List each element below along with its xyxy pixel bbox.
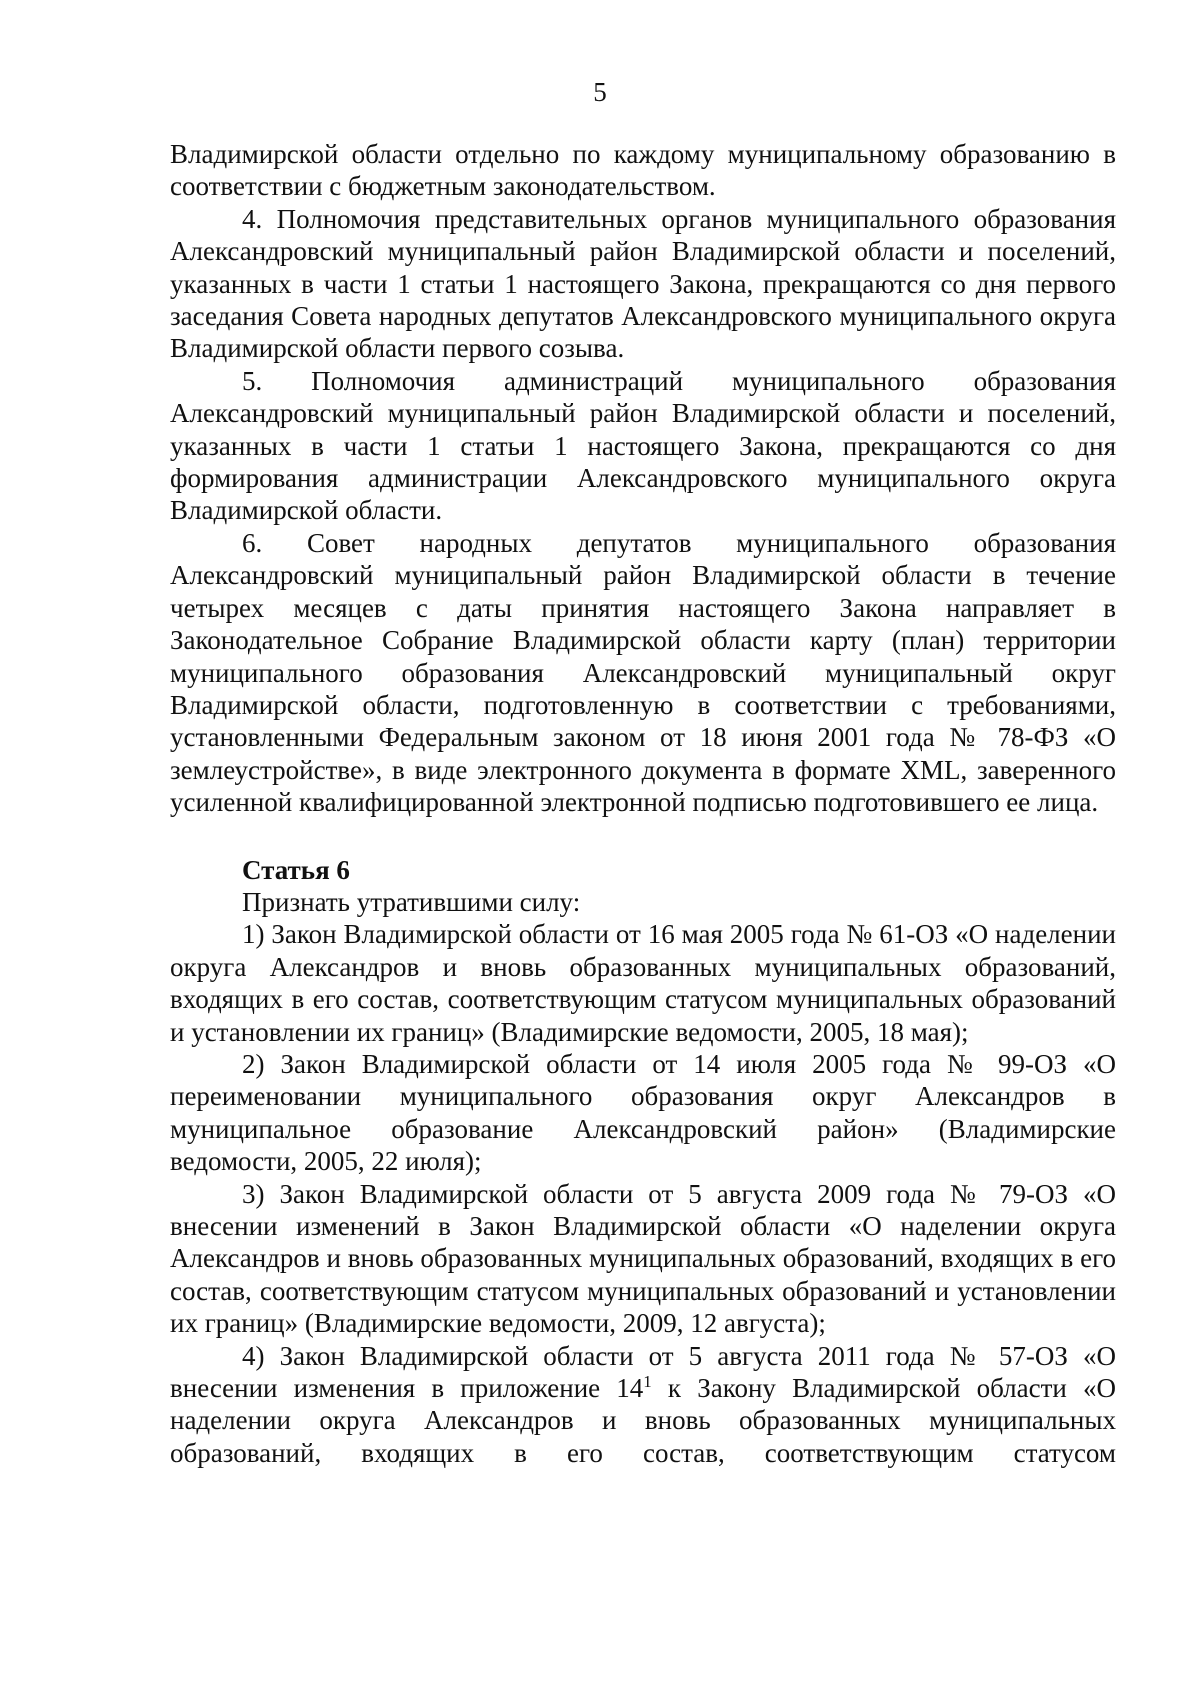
article-6-heading: Статья 6	[242, 854, 350, 885]
paragraph-5: 5. Полномочия администраций муниципального образования Александровский муниципальный район Владимирской области и поселений, указанных в части 1 статьи 1 настоящего Закона, прекращаются со дня формирования администрации Александровского муниципального округа Владимирской области.	[170, 365, 1116, 526]
article-6-item-4	[170, 1340, 1116, 1470]
article-6-item-3: 3) Закон Владимирской области от 5 августа 2009 года № 79-ОЗ «О внесении изменений в Закон Владимирской области «О наделении округа Александров и вновь образованных муниципальных образований, входящих в его состав, соответствующим статусом муниципальных образований и установлении их границ» (Владимирские ведомости, 2009, 12 августа);	[170, 1178, 1116, 1339]
page-number: 5	[593, 77, 607, 107]
article-6-item-2: 2) Закон Владимирской области от 14 июля 2005 года № 99-ОЗ «О переименовании муниципального образования округ Александров в муниципальное образование Александровский район» (Владимирские ведомости, 2005, 22 июля);	[170, 1048, 1116, 1177]
article-6-item-1: 1) Закон Владимирской области от 16 мая 2005 года № 61-ОЗ «О наделении округа Александров и вновь образованных муниципальных образований, входящих в его состав, соответствующим статусом муниципальных образований и установлении их границ» (Владимирские ведомости, 2005, 18 мая);	[170, 919, 1116, 1047]
paragraph-continuation: Владимирской области отдельно по каждому муниципальному образованию в соответствии с бюджетным законодательством.	[170, 139, 1116, 202]
superscript-marker: 1	[643, 1372, 652, 1392]
item-4-text-end: к Закону Владимирской области «О наделении округа Александров и вновь образованных муниципальных образований, входящих в его состав, соответствующим статусом	[170, 1373, 1116, 1468]
paragraph-6: 6. Совет народных депутатов муниципального образования Александровский муниципальный район Владимирской области в течение четырех месяцев с даты принятия настоящего Закона направляет в Законодательное Собрание Владимирской области карту (план) территории муниципального образования Александровский муниципальный округ Владимирской области, подготовленную в соответствии с требованиями, установленными Федеральным законом от 18 июня 2001 года № 78-ФЗ «О землеустройстве», в виде электронного документа в формате XML, заверенного усиленной квалифицированной электронной подписью подготовившего ее лица.	[170, 527, 1116, 818]
document-body	[170, 138, 1116, 1469]
article-6-intro: Признать утратившими силу:	[242, 886, 581, 917]
item-4-text-start: 4) Закон Владимирской области от 5 августа 2011 года № 57-ОЗ «О внесении изменения в приложение 14	[170, 1340, 1116, 1404]
paragraph-4: 4. Полномочия представительных органов муниципального образования Александровский муниципальный район Владимирской области и поселений, указанных в части 1 статьи 1 настоящего Закона, прекращаются со дня первого заседания Совета народных депутатов Александровского муниципального округа Владимирской области первого созыва.	[170, 203, 1116, 364]
